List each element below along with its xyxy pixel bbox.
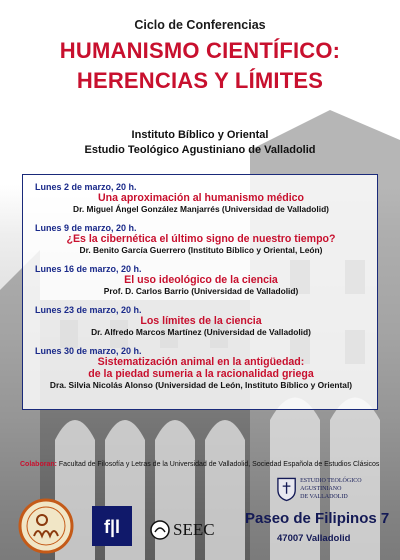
ibo-seal-logo [18, 498, 74, 554]
entry-date: Lunes 9 de marzo, 20 h. [35, 223, 137, 233]
collaborators-text: Facultad de Filosofía y Letras de la Universidad de Valladolid, Sociedad Española de Estudios Clásicos [58, 461, 380, 468]
entry-date: Lunes 30 de marzo, 20 h. [35, 346, 142, 356]
entry-title: Los límites de la ciencia [140, 315, 262, 327]
program-box [22, 174, 378, 410]
entry-title: Sistematización animal en la antigüedad: [97, 356, 305, 368]
address-street: Paseo de Filipinos 7 [245, 510, 390, 527]
organizer-eta: Estudio Teológico Agustiniano de Valladolid [84, 144, 316, 156]
organizer-ibo: Instituto Bíblico y Oriental [131, 129, 269, 141]
entry-speaker: Dr. Benito García Guerrero (Instituto Bíblico y Oriental, León) [79, 245, 323, 255]
entry-title: El uso ideológico de la ciencia [124, 274, 278, 286]
fyl-logo-text: f|l [103, 517, 121, 537]
entry-speaker: Dr. Alfredo Marcos Martínez (Universidad de Valladolid) [91, 327, 311, 337]
entry-date: Lunes 23 de marzo, 20 h. [35, 305, 142, 315]
eta-logo-line1: ESTUDIO TEOLÓGICO AGUSTINIANO [300, 478, 362, 492]
collaborators-label: Colaboran: [20, 461, 57, 468]
seec-logo-text: SEEC [173, 520, 215, 539]
eta-seal-icon [276, 476, 297, 502]
main-title-line2: HERENCIAS Y LÍMITES [76, 68, 324, 93]
program-entry [35, 182, 367, 215]
entry-speaker: Dra. Silvia Nicolás Alonso (Universidad de León, Instituto Bíblico y Oriental) [49, 380, 353, 390]
program-entry [35, 264, 367, 297]
series-title: Ciclo de Conferencias [134, 18, 266, 32]
entry-date: Lunes 16 de marzo, 20 h. [35, 264, 142, 274]
entry-title: Una aproximación al humanismo médico [97, 192, 305, 204]
main-title-line1: HUMANISMO CIENTÍFICO: [59, 38, 341, 63]
eta-logo-line2: DE VALLADOLID [300, 494, 348, 500]
seec-emblem-icon [150, 520, 170, 540]
entry-speaker: Dr. Miguel Ángel González Manjarrés (Universidad de Valladolid) [73, 204, 329, 214]
entry-date: Lunes 2 de marzo, 20 h. [35, 182, 137, 192]
program-entry [35, 305, 367, 338]
entry-title-line2: de la piedad sumeria a la racionalidad griega [88, 368, 314, 380]
entry-title: ¿Es la cibernética el último signo de nuestro tiempo? [66, 233, 336, 245]
address-city: 47007 Valladolid [277, 533, 351, 544]
program-entry [35, 346, 367, 391]
header [0, 18, 400, 94]
collaborators [20, 461, 390, 468]
eta-logo [276, 476, 400, 502]
fyl-faculty-logo [92, 506, 132, 546]
seec-logo [150, 520, 215, 540]
organizers [0, 128, 400, 158]
entry-speaker: Prof. D. Carlos Barrio (Universidad de Valladolid) [103, 286, 299, 296]
program-entry [35, 223, 367, 256]
